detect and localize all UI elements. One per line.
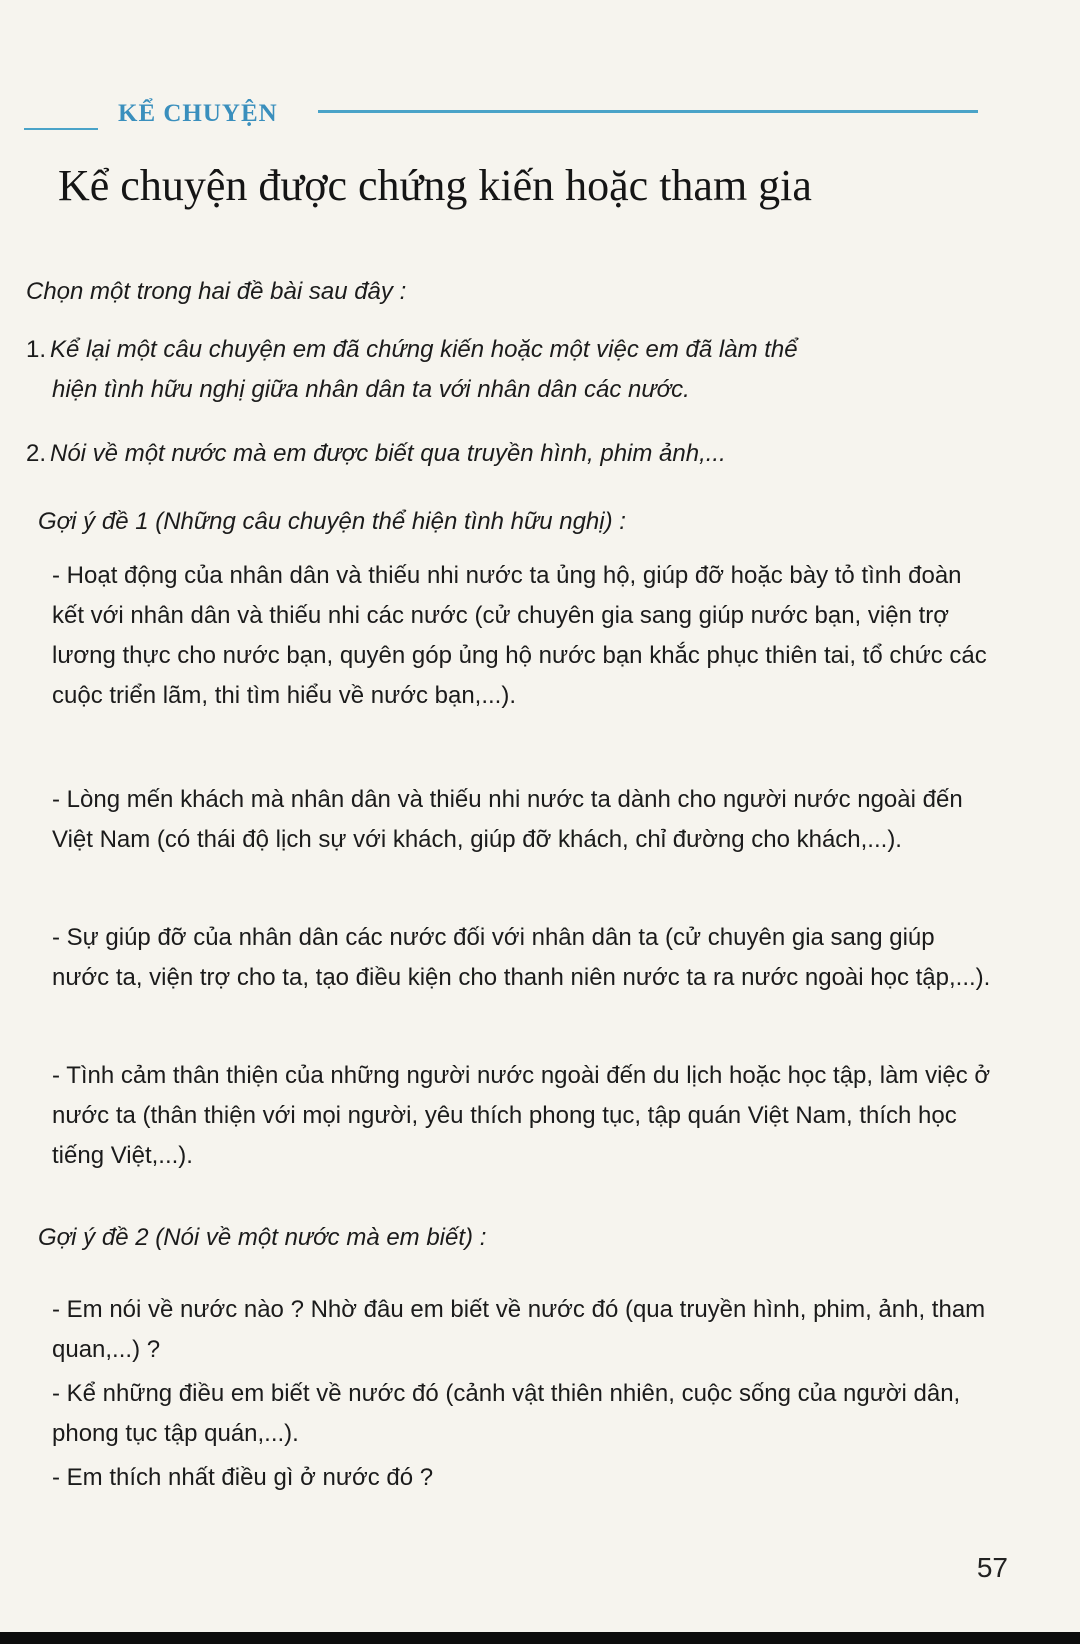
header-rule-left xyxy=(24,128,98,130)
question-2 xyxy=(26,434,1016,474)
hint-2-item-3: - Em thích nhất điều gì ở nước đó ? xyxy=(52,1464,434,1491)
hint-1-item-2: - Lòng mến khách mà nhân dân và thiếu nhi nước ta dành cho người nước ngoài đến Việt Nam (có thái độ lịch sự với khách, giúp đỡ khách, chỉ đường cho khách,...). xyxy=(52,786,963,853)
hint-1-item-4: - Tình cảm thân thiện của những người nước ngoài đến du lịch hoặc học tập, làm việc ở nước ta (thân thiện với mọi người, yêu thích phong tục, tập quán Việt Nam, thích học tiếng Việt,...). xyxy=(52,1062,991,1169)
question-1-line2: hiện tình hữu nghị giữa nhân dân ta với nhân dân các nước. xyxy=(52,376,690,403)
question-2-number: 2. xyxy=(26,440,47,467)
question-2-line1: Nói về một nước mà em được biết qua truyền hình, phim ảnh,... xyxy=(50,440,726,467)
hint-1-heading: Gợi ý đề 1 (Những câu chuyện thể hiện tình hữu nghị) : xyxy=(38,508,626,535)
hint-2-item-1: - Em nói về nước nào ? Nhờ đâu em biết về nước đó (qua truyền hình, phim, ảnh, tham quan,...) ? xyxy=(52,1296,986,1363)
hint-1-item-3: - Sự giúp đỡ của nhân dân các nước đối với nhân dân ta (cử chuyên gia sang giúp nước ta, viện trợ cho ta, tạo điều kiện cho thanh niên nước ta ra nước ngoài học tập,...). xyxy=(52,924,991,991)
hint-2-item-2: - Kể những điều em biết về nước đó (cảnh vật thiên nhiên, cuộc sống của người dân, phong tục tập quán,...). xyxy=(52,1380,961,1447)
question-1-number: 1. xyxy=(26,336,47,363)
header-rule-right xyxy=(318,110,978,113)
question-1 xyxy=(26,330,1016,410)
page-edge-shadow xyxy=(0,1632,1080,1644)
section-header xyxy=(0,88,1080,138)
hint-1-item-1: - Hoạt động của nhân dân và thiếu nhi nước ta ủng hộ, giúp đỡ hoặc bày tỏ tình đoàn kết với nhân dân và thiếu nhi các nước (cử chuyên gia sang giúp nước bạn, viện trợ lương thực cho nước bạn, quyên góp ủng hộ nước bạn khắc phục thiên tai, tổ chức các cuộc triển lãm, thi tìm hiểu về nước bạn,...). xyxy=(52,562,987,709)
page-title: Kể chuyện được chứng kiến hoặc tham gia xyxy=(58,161,812,210)
question-1-line1: Kể lại một câu chuyện em đã chứng kiến hoặc một việc em đã làm thể xyxy=(50,336,798,363)
hint-2-heading: Gợi ý đề 2 (Nói về một nước mà em biết) : xyxy=(38,1224,487,1251)
section-label: KỂ CHUYỆN xyxy=(118,100,278,127)
page-number: 57 xyxy=(976,1552,1008,1583)
intro-text: Chọn một trong hai đề bài sau đây : xyxy=(26,278,407,305)
